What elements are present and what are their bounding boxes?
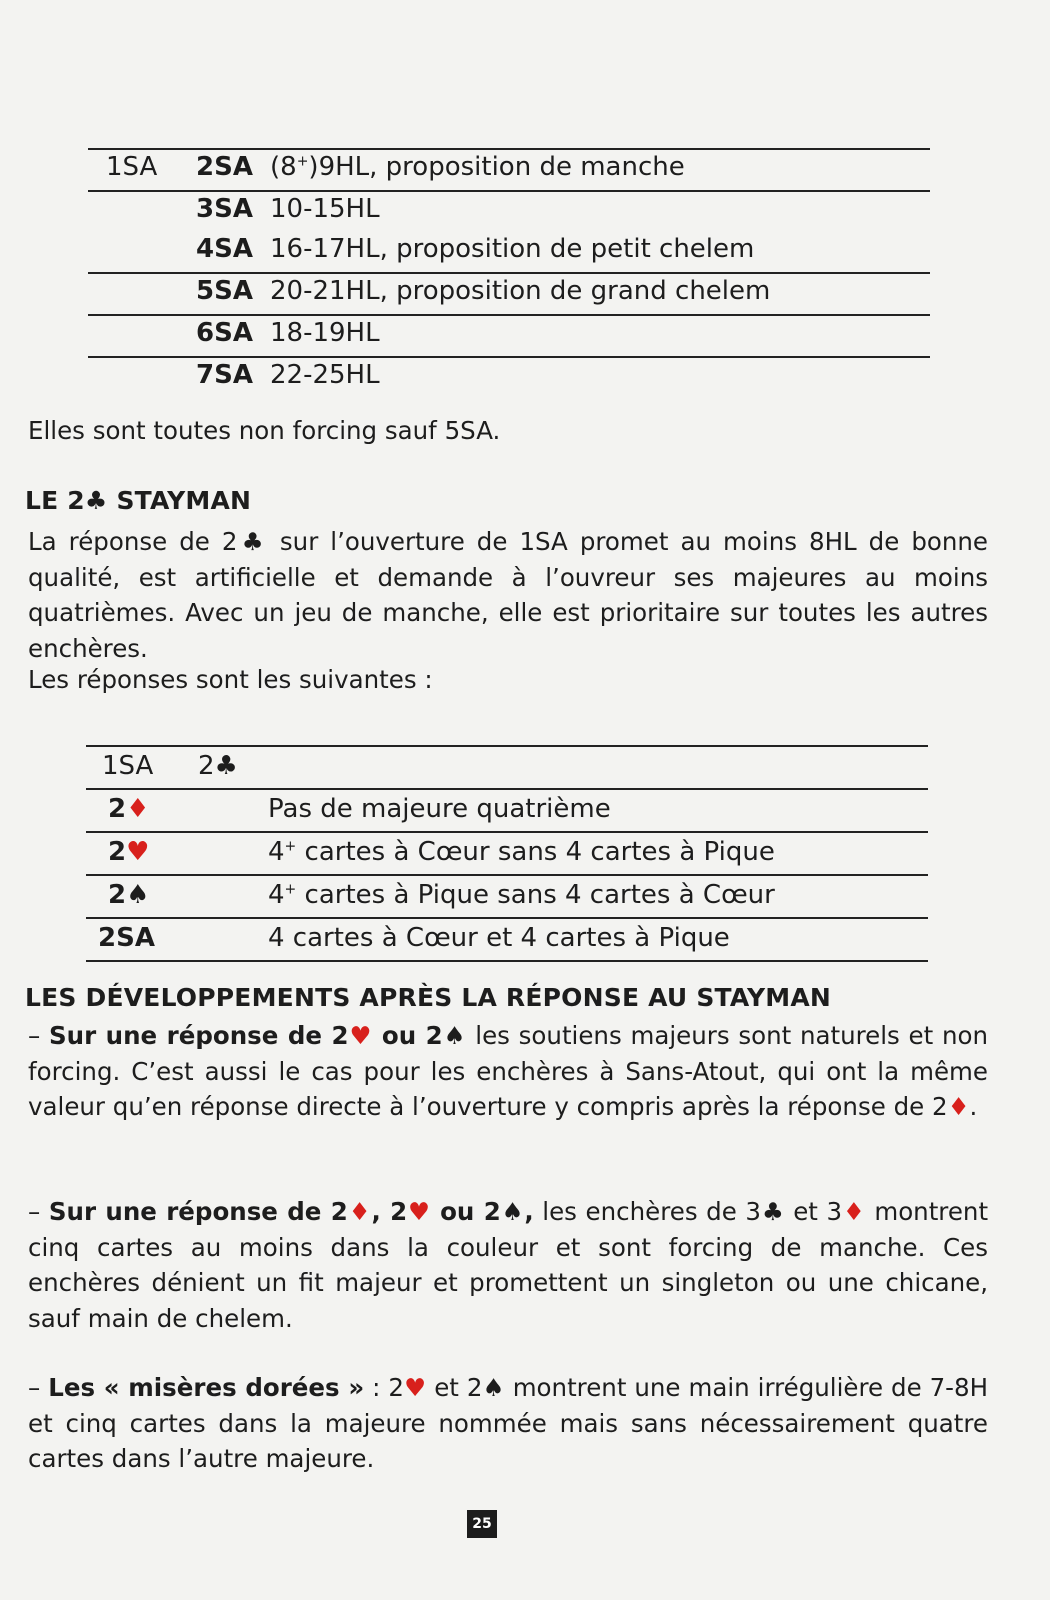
spade-icon: ♠ <box>482 1373 505 1402</box>
table-row <box>86 747 928 790</box>
development-paragraph-1: – Sur une réponse de 2♥ ou 2♠ les soutiens majeurs sont naturels et non forcing. C’est aussi le cas pour les enchères à Sans-Atout, qui ont la même valeur qu’en réponse directe à l’ouverture y compris après la réponse de 2♦. <box>28 1021 989 1121</box>
response-bid: 4SA <box>196 234 253 264</box>
response-bid: 2♣ <box>198 751 238 781</box>
club-icon: ♣ <box>84 486 108 515</box>
answer-bid: 2SA <box>98 923 155 953</box>
bid-meaning: (8+)9HL, proposition de manche <box>270 152 685 182</box>
developments-heading: LES DÉVELOPPEMENTS APRÈS LA RÉPONSE AU STAYMAN <box>25 983 832 1012</box>
table-row <box>88 232 930 274</box>
club-icon: ♣ <box>214 751 238 781</box>
stayman-paragraph: La réponse de 2♣ sur l’ouverture de 1SA promet au moins 8HL de bonne qualité, est artificielle et demande à l’ouvreur ses majeures au moins quatrièmes. Avec un jeu de manche, elle est prioritaire sur toutes les autres enchères. <box>28 527 988 663</box>
answer-bid: 2♠ <box>108 880 150 910</box>
bid-meaning: 10-15HL <box>270 194 380 224</box>
answer-meaning: Pas de majeure quatrième <box>268 794 611 824</box>
heart-icon: ♥ <box>407 1197 431 1226</box>
opening-bid: 1SA <box>102 751 154 781</box>
spade-icon: ♠ <box>442 1021 467 1050</box>
diamond-icon: ♦ <box>347 1197 372 1226</box>
table-row <box>88 316 930 358</box>
answer-meaning: 4+ cartes à Pique sans 4 cartes à Cœur <box>268 880 775 910</box>
table-row <box>86 833 928 876</box>
response-bid: 2SA <box>196 152 253 182</box>
bid-meaning: 16-17HL, proposition de petit chelem <box>270 234 755 264</box>
response-bid: 7SA <box>196 360 253 390</box>
table-row <box>88 358 930 398</box>
response-bid: 5SA <box>196 276 253 306</box>
table-row <box>86 876 928 919</box>
development-paragraph-2: – Sur une réponse de 2♦, 2♥ ou 2♠, les enchères de 3♣ et 3♦ montrent cinq cartes au moins dans la couleur et sont forcing de manche. Ces enchères dénient un fit majeur et promettent un singleton ou une chicane, sauf main de chelem. <box>28 1197 989 1333</box>
table-row <box>88 274 930 316</box>
responses-intro: Les réponses sont les suivantes : <box>28 665 433 694</box>
club-icon: ♣ <box>237 527 268 556</box>
heart-icon: ♥ <box>348 1021 373 1050</box>
spade-icon: ♠ <box>126 880 150 910</box>
stayman-answers-table <box>86 745 928 962</box>
diamond-icon: ♦ <box>126 794 150 824</box>
table-row <box>86 790 928 833</box>
page-number: 25 <box>467 1510 497 1538</box>
bid-meaning: 18-19HL <box>270 318 380 348</box>
non-forcing-note: Elles sont toutes non forcing sauf 5SA. <box>28 416 501 445</box>
bid-meaning: 22-25HL <box>270 360 380 390</box>
club-icon: ♣ <box>761 1197 785 1226</box>
table-row <box>88 150 930 192</box>
diamond-icon: ♦ <box>947 1092 970 1121</box>
opening-bid: 1SA <box>106 152 158 182</box>
answer-meaning: 4+ cartes à Cœur sans 4 cartes à Pique <box>268 837 775 867</box>
heart-icon: ♥ <box>126 837 150 867</box>
sa-responses-table <box>88 148 930 398</box>
answer-bid: 2♥ <box>108 837 150 867</box>
response-bid: 3SA <box>196 194 253 224</box>
answer-bid: 2♦ <box>108 794 150 824</box>
heart-icon: ♥ <box>403 1373 427 1402</box>
bid-meaning: 20-21HL, proposition de grand chelem <box>270 276 771 306</box>
spade-icon: ♠ <box>500 1197 525 1226</box>
development-paragraph-3: – Les « misères dorées » : 2♥ et 2♠ montrent une main irrégulière de 7-8H et cinq cartes dans la majeure nommée mais sans nécessairement quatre cartes dans l’autre majeure. <box>28 1373 989 1473</box>
diamond-icon: ♦ <box>842 1197 866 1226</box>
response-bid: 6SA <box>196 318 253 348</box>
table-row <box>88 192 930 232</box>
stayman-heading: LE 2♣ STAYMAN <box>25 486 252 515</box>
answer-meaning: 4 cartes à Cœur et 4 cartes à Pique <box>268 923 730 953</box>
table-row <box>86 919 928 962</box>
